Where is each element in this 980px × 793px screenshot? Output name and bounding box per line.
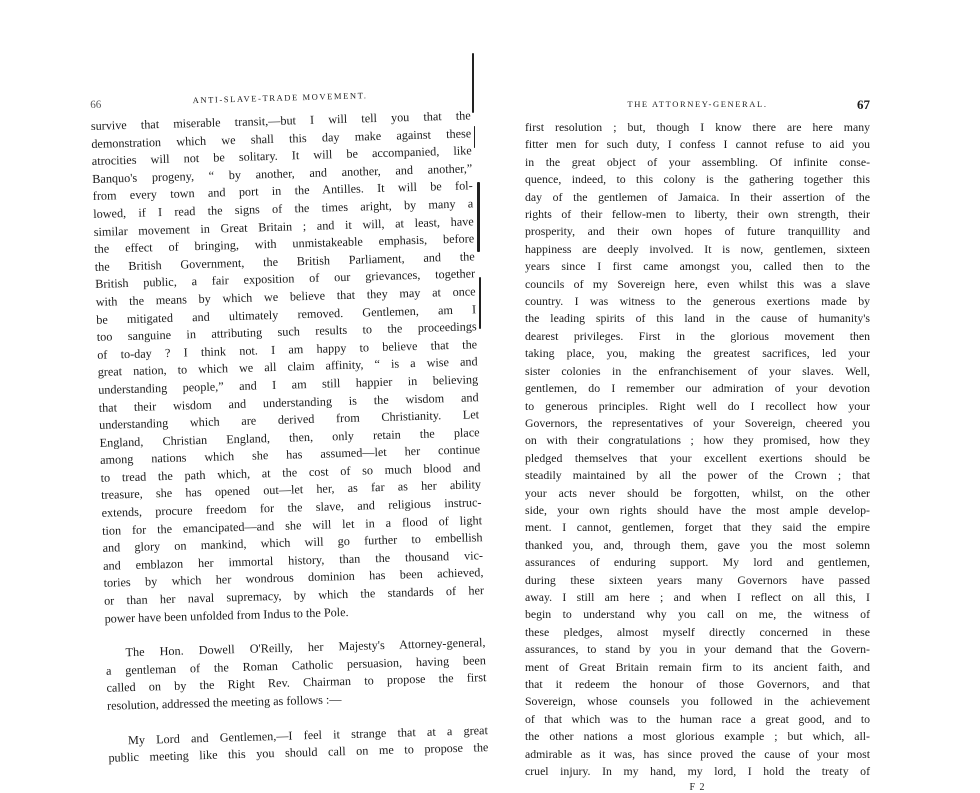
running-head	[525, 97, 870, 113]
text-line: pledged themselves that your excellent exertions should be	[525, 450, 870, 465]
text-line: prosperity, and their own hopes of future tranquillity and	[525, 224, 870, 239]
text-line: your acts never should be forgotten, whilst, on the other	[525, 485, 870, 500]
text-line: on with their congratulations ; how they promised, how they	[525, 433, 870, 448]
text-line: public meeting like this you should call on me to propose the	[108, 740, 489, 765]
text-line: of that which was to the human race a great good, and to	[525, 711, 870, 726]
text-line: the other nations a most glorious example ; but which, all-	[525, 729, 870, 744]
page-number: 67	[857, 97, 870, 112]
text-line: the leading spirits of this land in the cause of humanity's	[525, 311, 870, 326]
text-line: demonstration which we shall this day make against these	[91, 125, 472, 151]
text-line: be mitigated and ultimately removed. Gentlemen, am I	[96, 301, 477, 327]
left-page	[90, 85, 489, 767]
text-line: extends, procure freedom for the slave, and religious instruc-	[101, 495, 482, 520]
text-line: happiness are deeply involved. It is now, gentlemen, sixteen	[525, 241, 870, 256]
text-line: Sovereign, whose counsels you followed in the achievement	[525, 694, 870, 709]
right-page	[525, 97, 870, 793]
text-line: too sanguine in attributing such results to the proceedings	[96, 319, 477, 345]
paragraph	[105, 634, 487, 715]
text-line: that it redeem the honour of those Governors, and that	[525, 677, 870, 691]
text-line: these pledges, almost myself directly concerned in these	[525, 624, 870, 639]
gutter-mark	[477, 182, 480, 252]
text-line: gentlemen, do I remember our admiration of your devotion	[525, 381, 870, 396]
text-line: thanked you, and, through them, gave you the most solemn	[525, 537, 870, 552]
running-head-title: ANTI-SLAVE-TRADE MOVEMENT.	[192, 90, 368, 106]
text-line: assurances, to stand by you in your demand that the Govern-	[525, 642, 870, 657]
text-line: taking place, you, making the greatest sacrifices, led your	[525, 346, 870, 361]
gutter-mark	[474, 126, 475, 148]
text-line: years since I first came amongst you, called then to the	[525, 259, 870, 274]
gutter-mark	[472, 53, 474, 113]
text-line: lowed, if I read the signs of the times aright, by many a	[93, 196, 474, 221]
text-line: the British Government, the British Parliament, and the	[94, 249, 475, 274]
text-line: side, your own rights should have the most ample develop-	[525, 502, 870, 517]
text-line: atrocities will not be solitary. It will be accompanied, like	[91, 143, 472, 169]
paragraph	[91, 107, 485, 628]
page-body	[91, 107, 489, 767]
text-line: the effect of bringing, with unmistakeable emphasis, before	[94, 231, 475, 257]
text-line: that their wisdom and understanding is the wisdom and	[98, 389, 479, 415]
text-line: survive that miserable transit,—but I will tell you that the	[90, 108, 471, 133]
text-line: cruel injury. In my hand, my lord, I hold the treaty of	[525, 764, 870, 779]
text-line: day of the gentlemen of Jamaica. In their assertion of the	[525, 189, 870, 204]
text-line: treasure, she has opened out—let her, as far as her ability	[100, 477, 482, 503]
text-line: steadily maintained by all the power of the Crown ; that	[525, 468, 870, 483]
text-line: dearest privileges. First in the glorious movement then	[525, 328, 870, 343]
text-line: to generous principles. Right well do I recollect how your	[525, 398, 870, 413]
text-line: rights of their fellow-men to liberty, their own strength, their	[525, 207, 870, 222]
text-line: called on by the Right Rev. Chairman to propose the first	[106, 670, 487, 696]
text-line: first resolution ; but, though I know there are here many	[525, 120, 870, 134]
text-line: councils of my Sovereign here, even whilst this was a slave	[525, 276, 870, 291]
text-line: during these sixteen years many Governors have passed	[525, 572, 870, 587]
text-line: ment of Great Britain remain firm to its ancient faith, and	[525, 659, 870, 674]
text-line: resolution, addressed the meeting as follows :—	[106, 692, 342, 713]
text-line: sister colonies in the enfranchisement of your slaves. Well,	[525, 363, 870, 378]
text-line: Banquo's progeny, “ by another, and another, and another,”	[92, 161, 473, 186]
text-line: fitter men for such duty, I confess I cannot refuse to aid you	[525, 137, 870, 152]
text-line: and glory on mankind, which will go further to embellish	[102, 530, 483, 556]
text-line: power have been unfolded from Indus to the Pole.	[104, 604, 349, 626]
text-line: admirable as it was, has since proved the cause of your most	[525, 746, 870, 761]
text-line: understanding people,” and I am still happier in believing	[98, 372, 479, 397]
text-line: or than her naval supremacy, by which the standards of her	[103, 583, 485, 608]
gutter-mark	[479, 277, 481, 329]
text-line: ment. I cannot, gentlemen, forget that they said the empire	[525, 520, 870, 535]
text-line: among nations which she has assumed—let her continue	[99, 442, 481, 468]
text-line: country. I was witness to the generous exertions made by	[525, 294, 870, 309]
page-body	[525, 119, 870, 780]
page-number: 66	[90, 98, 102, 111]
text-line: away. I still am here ; and when I reflect on all this, I	[525, 589, 870, 604]
text-line: a gentleman of the Roman Catholic persuasion, having been	[105, 652, 487, 678]
text-line: Governors, the representatives of your Sovereign, cheered you	[525, 415, 870, 430]
text-line: England, Christian England, then, only retain the place	[99, 424, 480, 450]
text-line: tion for the emancipated—and she will let in a flood of light	[101, 512, 483, 538]
text-line: of to-day ? I think not. I am happy to believe that the	[97, 337, 478, 362]
signature-mark: F 2	[689, 782, 706, 793]
text-line: The Hon. Dowell O'Reilly, her Majesty's Attorney-general,	[125, 635, 486, 660]
text-line: tories by which her wondrous dominion has been achieved,	[103, 565, 484, 591]
text-line: begin to understand why you call on me, the witness of	[525, 607, 870, 622]
text-line: similar movement in Great Britain ; and it will, at least, have	[93, 213, 474, 239]
text-line: My Lord and Gentlemen,—I feel it strange that at a great	[127, 722, 489, 747]
text-line: British public, a fair exposition of our grievances, together	[95, 266, 476, 292]
text-line: understanding which are derived from Christianity. Let	[98, 407, 480, 432]
text-line: and emblazon her immortal history, than the thousand vic-	[102, 548, 484, 573]
text-line: to tread the path which, at the cost of so much blood and	[100, 460, 481, 485]
text-line: in the great object of your assembling. Of infinite conse-	[525, 154, 870, 169]
text-line: from every town and port in the Antilles. It will be fol-	[92, 178, 473, 204]
text-line: with the means by which we believe that they may at once	[95, 284, 476, 309]
text-line: assurances of enduring support. My lord and gentlemen,	[525, 555, 870, 570]
text-line: great nation, to which we all claim affinity, “ is a wise and	[97, 354, 478, 380]
text-line: quence, indeed, to this colony is the gathering together this	[525, 172, 870, 187]
running-head-title: THE ATTORNEY-GENERAL.	[627, 99, 768, 109]
